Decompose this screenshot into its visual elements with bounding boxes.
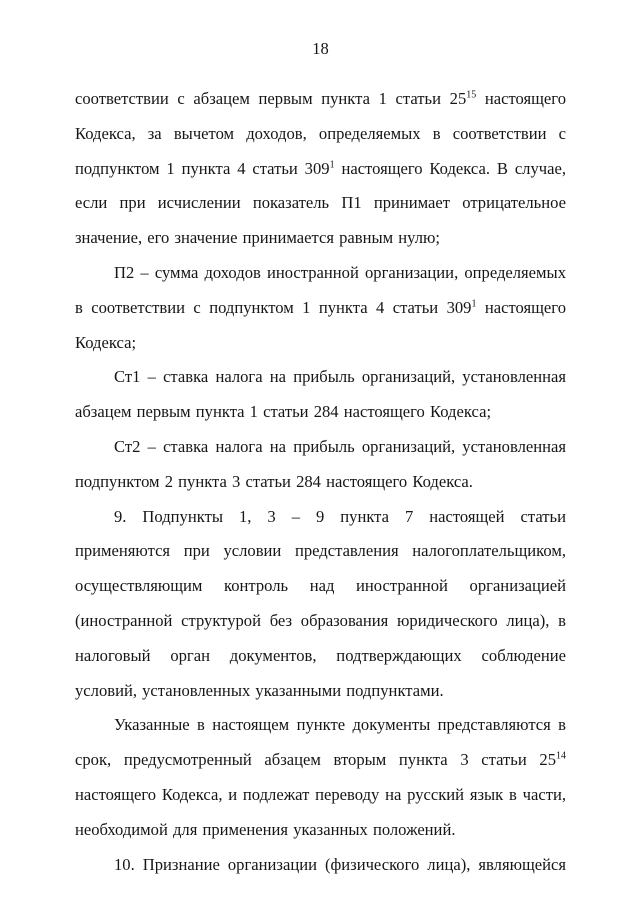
text-run: 10. Признание организации (физического лица), являющейся (114, 854, 566, 874)
text-run: Ст2 – ставка налога на прибыль организаций, установленная подпунктом 2 пункта 3 статьи 284 настоящего Кодекса. (75, 436, 566, 491)
paragraph (75, 708, 566, 847)
text-run: настоящего Кодекса, за вычетом доходов, определяемых в соответствии с подпунктом 1 пункта 4 статьи 309 (75, 89, 566, 178)
text-run: Указанные в настоящем пункте документы представляются в срок, предусмотренный абзацем вторым пункта 3 статьи 25 (75, 715, 566, 770)
text-run: соответствии с абзацем первым пункта 1 статьи 25 (75, 89, 467, 108)
text-run: настоящего Кодекса; (75, 297, 566, 352)
text-run: настоящего Кодекса, и подлежат переводу на русский язык в части, необходимой для применения указанных положений. (75, 784, 566, 839)
text-run: Ст1 – ставка налога на прибыль организаций, установленная абзацем первым пункта 1 статьи 284 настоящего Кодекса; (75, 367, 566, 422)
paragraph (75, 256, 566, 360)
paragraph (75, 500, 566, 709)
paragraph (75, 82, 566, 256)
paragraph (75, 430, 566, 500)
text-run: П2 – сумма доходов иностранной организации, определяемых в соответствии с подпунктом 1 пункта 4 статьи 309 (75, 262, 566, 317)
paragraph (75, 360, 566, 430)
text-run: настоящего Кодекса. В случае, если при исчислении показатель П1 принимает отрицательное значение, его значение принимается равным нулю; (75, 158, 566, 248)
text-run: 9. Подпункты 1, 3 – 9 пункта 7 настоящей статьи применяются при условии представления налогоплательщиком, осуществляющим контроль над иностранной организацией (иностранной структурой без образования юридического лица), в налоговый орган документов, подтверждающих соблюдение условий, установленных указанными подпунктами. (75, 506, 566, 700)
superscript: 1 (471, 298, 477, 310)
superscript: 1 (329, 159, 335, 171)
page-number: 18 (312, 39, 329, 58)
paragraph (75, 848, 566, 883)
superscript: 14 (556, 750, 566, 762)
document-body (75, 82, 566, 882)
superscript: 15 (466, 89, 477, 101)
